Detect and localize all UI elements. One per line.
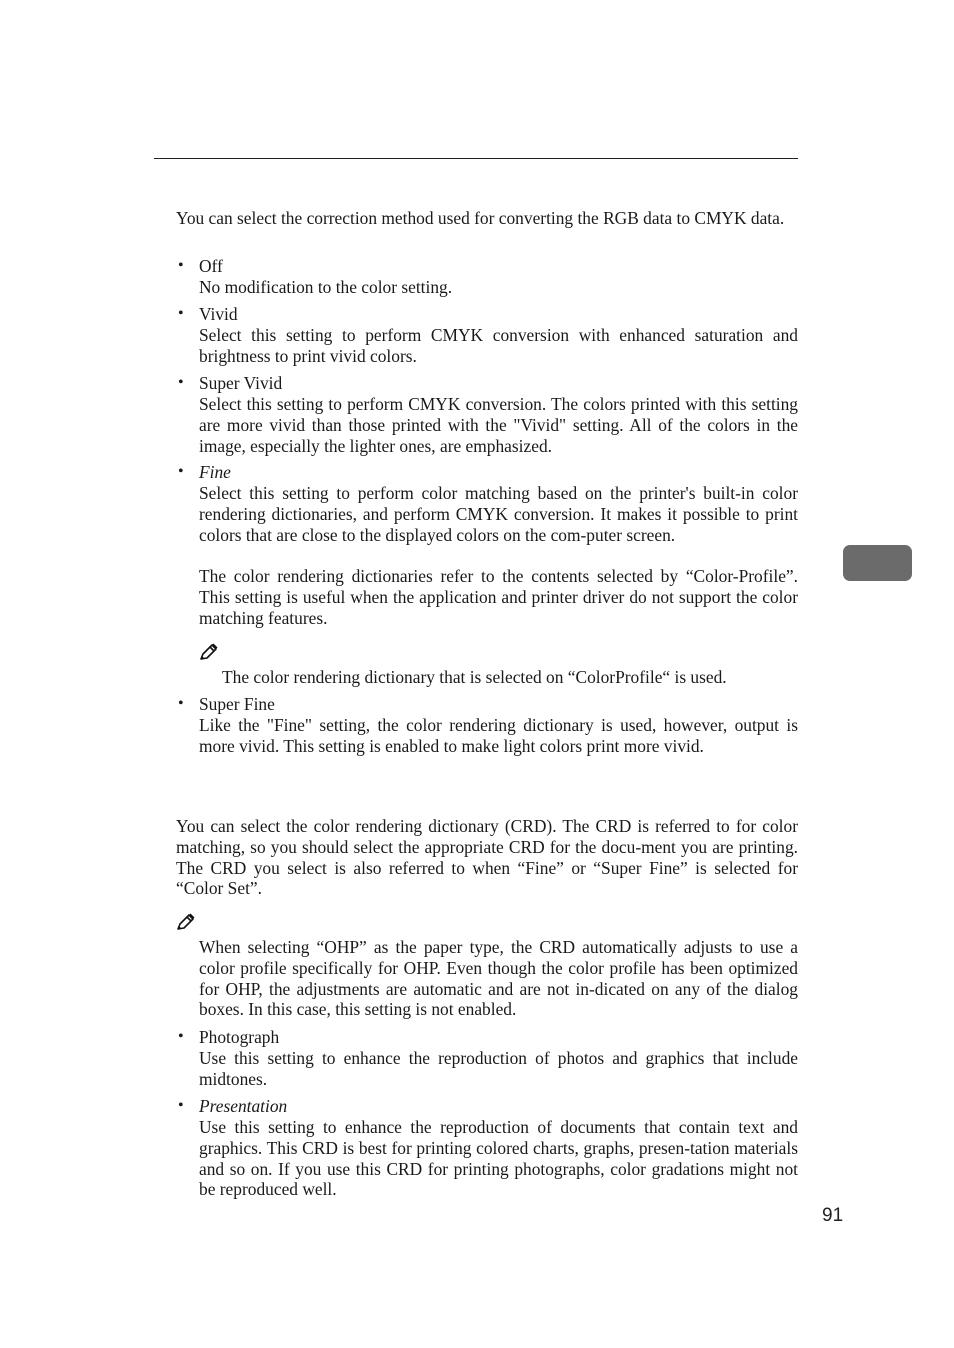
page-number: 91 (822, 1205, 844, 1226)
item-super-fine-desc: Like the "Fine" setting, the color rendering dictionary is used, however, output is more vivid. This setting is enabled to make light colors print more vivid. (199, 715, 798, 756)
header-rule (154, 158, 798, 159)
item-photograph-label: Photograph (199, 1027, 280, 1047)
item-off-desc: No modification to the color setting. (199, 277, 453, 297)
item-presentation-label: Presentation (199, 1096, 288, 1116)
item-off-label: Off (199, 256, 223, 276)
chapter-tab (843, 545, 912, 581)
item-photograph-desc: Use this setting to enhance the reproduction of photos and graphics that include midtones. (199, 1048, 798, 1089)
section2-intro: You can select the color rendering dictionary (CRD). The CRD is referred to for color matching, so you should select the appropriate CRD for the docu-ment you are printing. The CRD you select is also referred to when “Fine” or “Super Fine” is selected for “Color Set”. (176, 816, 798, 899)
bullet-icon: • (178, 374, 184, 391)
bullet-icon: • (178, 305, 184, 322)
bullet-icon: • (178, 257, 184, 274)
item-fine-desc: Select this setting to perform color matching based on the printer's built-in color rendering dictionaries, and perform CMYK conversion. It makes it possible to print colors that are close to the displayed colors on the com-puter screen. (199, 483, 798, 545)
pencil-note-icon (199, 642, 219, 662)
item-super-fine-label: Super Fine (199, 694, 275, 714)
pencil-note-icon (176, 912, 196, 932)
item-fine-desc2: The color rendering dictionaries refer to the contents selected by “Color-Profile”. This setting is useful when the application and printer driver do not support the color matching features. (199, 566, 798, 628)
bullet-icon: • (178, 1028, 184, 1045)
bullet-icon: • (178, 1097, 184, 1114)
item-fine-label: Fine (199, 462, 231, 482)
item-super-vivid-desc: Select this setting to perform CMYK conversion. The colors printed with this setting are more vivid than those printed with the "Vivid" setting. All of the colors in the image, especially the lighter ones, are emphasized. (199, 394, 798, 456)
item-vivid-label: Vivid (199, 304, 238, 324)
bullet-icon: • (178, 463, 184, 480)
item-vivid-desc: Select this setting to perform CMYK conversion with enhanced saturation and brightness to print vivid colors. (199, 325, 798, 366)
section1-intro: You can select the correction method used for converting the RGB data to CMYK data. (176, 208, 785, 228)
fine-note-text: The color rendering dictionary that is selected on “ColorProfile“ is used. (222, 667, 727, 687)
item-presentation-desc: Use this setting to enhance the reproduction of documents that contain text and graphics. This CRD is best for printing colored charts, graphs, presen-tation materials and so on. If you use this CRD for printing photographs, color gradations might not be reproduced well. (199, 1117, 798, 1200)
bullet-icon: • (178, 695, 184, 712)
item-super-vivid-label: Super Vivid (199, 373, 283, 393)
section2-note-text: When selecting “OHP” as the paper type, the CRD automatically adjusts to use a color profile specifically for OHP. Even though the color profile has been optimized for OHP, the adjustments are automatic and are not in-dicated on any of the dialog boxes. In this case, this setting is not enabled. (199, 937, 798, 1020)
